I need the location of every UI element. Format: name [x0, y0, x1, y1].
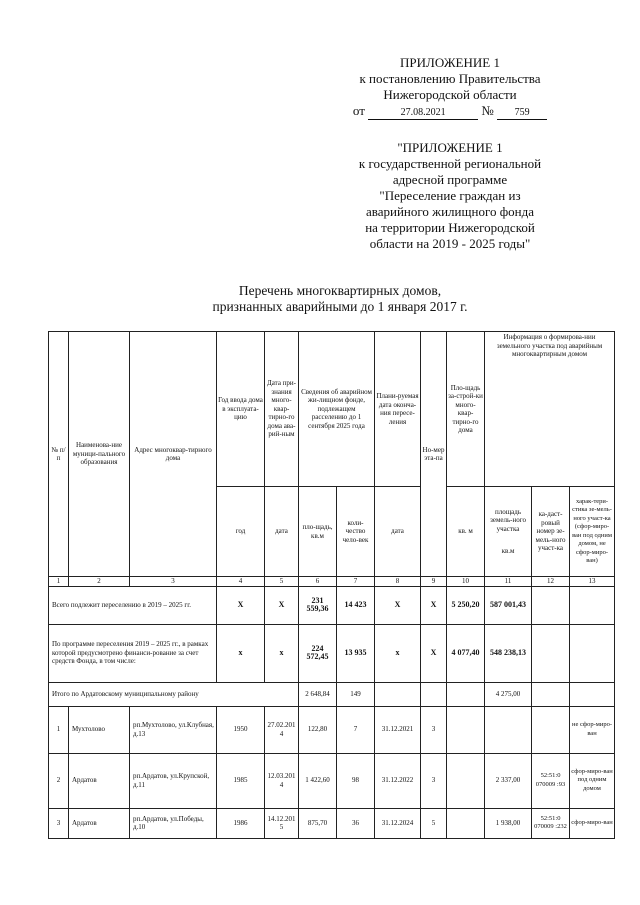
program-stage: Х — [421, 624, 447, 682]
column-number: 6 — [299, 577, 337, 587]
total-year: Х — [217, 586, 265, 624]
unit-build-area: кв. м — [447, 487, 485, 577]
unit-area: пло-щадь, кв.м — [299, 487, 337, 577]
total-people: 14 423 — [337, 586, 375, 624]
column-number: 4 — [217, 577, 265, 587]
col-header-build-area: Пло-щадь за-строй-ки много-квар-тирно-го дома — [447, 332, 485, 487]
program-row — [49, 624, 615, 682]
col-header-stage: Но-мер эта-па — [421, 332, 447, 577]
program-line6: на территории Нижегородской — [365, 220, 535, 235]
land-area-header: площадь земель-ного участка — [490, 507, 526, 533]
row-num: 2 — [49, 753, 69, 808]
from-label: от — [352, 103, 365, 118]
row-end-date: 31.12.2022 — [375, 753, 421, 808]
row-build-area — [447, 706, 485, 753]
total-cadastral — [532, 586, 570, 624]
col-header-address: Адрес многоквар-тирного дома — [130, 332, 217, 577]
row-num: 1 — [49, 706, 69, 753]
number-label: № — [481, 103, 494, 118]
program-line1: "ПРИЛОЖЕНИЕ 1 — [397, 140, 503, 155]
column-number: 13 — [570, 577, 615, 587]
table-row — [49, 706, 615, 753]
decree-date: 27.08.2021 — [368, 107, 478, 120]
program-cadastral — [532, 624, 570, 682]
district-area: 2 648,84 — [299, 682, 337, 706]
row-build-area — [447, 753, 485, 808]
unit-land-area — [485, 487, 532, 577]
program-date: х — [265, 624, 299, 682]
column-number: 5 — [265, 577, 299, 587]
total-build-area: 5 250,20 — [447, 586, 485, 624]
total-area: 231 559,36 — [299, 586, 337, 624]
program-line2: к государственной региональной — [358, 156, 542, 171]
total-end-date: Х — [375, 586, 421, 624]
row-area: 1 422,60 — [299, 753, 337, 808]
row-people: 7 — [337, 706, 375, 753]
row-end-date: 31.12.2024 — [375, 808, 421, 838]
table-row — [49, 753, 615, 808]
row-land-area — [485, 706, 532, 753]
row-address: рп.Ардатов, ул.Крупской, д.11 — [130, 753, 217, 808]
col-header-land-char: харак-тери-стика зе-мель-ного участ-ка (сфор-миро-ван под одним домом, не сфор-миро-ван) — [570, 487, 615, 577]
row-year: 1950 — [217, 706, 265, 753]
program-label: По программе переселения 2019 – 2025 гг., в рамках которой предусмотрено финанси-рование за счет средств Фонда, в том числе: — [49, 624, 217, 682]
row-municipality: Ардатов — [69, 808, 130, 838]
program-people: 13 935 — [337, 624, 375, 682]
appendix-line1: ПРИЛОЖЕНИЕ 1 — [400, 55, 500, 70]
row-land-char: сфор-миро-ван — [570, 808, 615, 838]
col-header-end-date: Плани-руемая дата оконча-ния пересе-ления — [375, 332, 421, 487]
row-build-area — [447, 808, 485, 838]
row-land-area: 2 337,00 — [485, 753, 532, 808]
row-land-char: не сфор-миро-ван — [570, 706, 615, 753]
row-cadastral: 52:51:0 070009 :93 — [532, 753, 570, 808]
district-build-area — [447, 682, 485, 706]
col-header-fund: Сведения об аварийном жи-лищном фонде, подлежащем расселению до 1 сентября 2025 года — [299, 332, 375, 487]
total-land-area: 587 001,43 — [485, 586, 532, 624]
col-header-date: Дата при-знания много-квар-тирно-го дома ава-рий-ным — [265, 332, 299, 487]
row-year: 1986 — [217, 808, 265, 838]
col-header-cadastral: ка-даст-ровый номер зе-мель-ного участ-ка — [532, 487, 570, 577]
unit-people: коли-чество чело-век — [337, 487, 375, 577]
row-num: 3 — [49, 808, 69, 838]
program-line7: области на 2019 - 2025 годы" — [369, 236, 531, 251]
column-number: 11 — [485, 577, 532, 587]
program-year: х — [217, 624, 265, 682]
program-appendix-header — [300, 140, 600, 252]
col-header-num: № п/п — [49, 332, 69, 577]
title-line2: признанных аварийными до 1 января 2017 г. — [212, 299, 468, 314]
row-land-char: сфор-миро-ван под одним домом — [570, 753, 615, 808]
column-number: 7 — [337, 577, 375, 587]
unit-year: год — [217, 487, 265, 577]
district-land-area: 4 275,00 — [485, 682, 532, 706]
program-land-char — [570, 624, 615, 682]
total-row — [49, 586, 615, 624]
appendix-line2: к постановлению Правительства — [359, 71, 541, 86]
total-date: Х — [265, 586, 299, 624]
program-land-area: 548 238,13 — [485, 624, 532, 682]
row-municipality: Ардатов — [69, 753, 130, 808]
row-stage: 5 — [421, 808, 447, 838]
appendix-date-line — [300, 103, 600, 120]
row-date: 12.03.2014 — [265, 753, 299, 808]
row-people: 36 — [337, 808, 375, 838]
district-people: 149 — [337, 682, 375, 706]
total-label: Всего подлежит переселению в 2019 – 2025 гг. — [49, 586, 217, 624]
total-land-char — [570, 586, 615, 624]
row-cadastral: 52:51:0 070009 :232 — [532, 808, 570, 838]
program-line3: адресной программе — [392, 172, 508, 187]
column-number: 2 — [69, 577, 130, 587]
column-number: 12 — [532, 577, 570, 587]
program-area: 224 572,45 — [299, 624, 337, 682]
col-header-land-info: Информация о формирова-нии земельного участка под аварийным многоквартирным домом — [485, 332, 615, 487]
title-line1: Перечень многоквартирных домов, — [238, 283, 442, 298]
district-row — [49, 682, 615, 706]
appendix-line3: Нижегородской области — [383, 87, 517, 102]
program-line4: "Переселение граждан из — [379, 188, 521, 203]
houses-table — [48, 331, 615, 839]
row-date: 14.12.2015 — [265, 808, 299, 838]
row-land-area: 1 938,00 — [485, 808, 532, 838]
row-end-date: 31.12.2021 — [375, 706, 421, 753]
district-land-char — [570, 682, 615, 706]
row-people: 98 — [337, 753, 375, 808]
district-end-date — [375, 682, 421, 706]
row-area: 875,70 — [299, 808, 337, 838]
document-title — [150, 283, 530, 315]
column-number: 8 — [375, 577, 421, 587]
district-cadastral — [532, 682, 570, 706]
unit-date: дата — [265, 487, 299, 577]
decree-number: 759 — [497, 107, 547, 120]
row-municipality: Мухтолово — [69, 706, 130, 753]
column-number: 1 — [49, 577, 69, 587]
district-stage — [421, 682, 447, 706]
district-label: Итого по Ардатовскому муниципальному району — [49, 682, 299, 706]
row-stage: 3 — [421, 706, 447, 753]
program-build-area: 4 077,40 — [447, 624, 485, 682]
row-stage: 3 — [421, 753, 447, 808]
total-stage: Х — [421, 586, 447, 624]
program-end-date: х — [375, 624, 421, 682]
column-numbers-row — [49, 577, 615, 587]
row-cadastral — [532, 706, 570, 753]
table-row — [49, 808, 615, 838]
row-year: 1985 — [217, 753, 265, 808]
column-number: 3 — [130, 577, 217, 587]
data-rows — [49, 706, 615, 838]
row-address: рп.Мухтолово, ул.Клубная, д.13 — [130, 706, 217, 753]
col-header-mo: Наименова-ние муници-пального образования — [69, 332, 130, 577]
program-line5: аварийного жилищного фонда — [365, 204, 534, 219]
land-area-unit: кв.м — [501, 547, 515, 555]
column-number: 9 — [421, 577, 447, 587]
row-area: 122,80 — [299, 706, 337, 753]
unit-end-date: дата — [375, 487, 421, 577]
header-row — [49, 332, 615, 487]
appendix-header — [300, 55, 600, 120]
row-date: 27.02.2014 — [265, 706, 299, 753]
row-address: рп.Ардатов, ул.Победы, д.10 — [130, 808, 217, 838]
col-header-year: Год ввода дома в эксплуата-цию — [217, 332, 265, 487]
column-number: 10 — [447, 577, 485, 587]
